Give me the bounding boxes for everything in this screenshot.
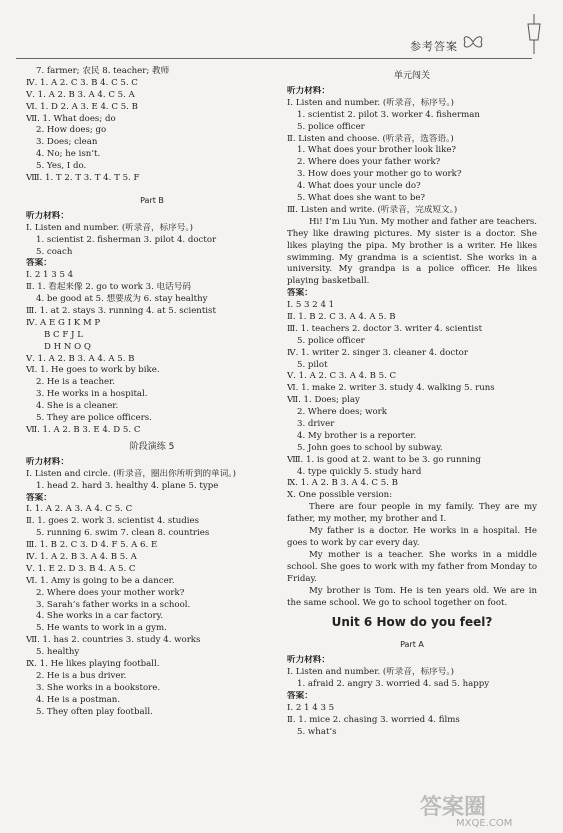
- right-column: [287, 66, 537, 739]
- answer-line: 1. scientist 2. fisherman 3. pilot 4. doctor: [36, 234, 217, 245]
- answer-line: Ⅶ. 1. What does; do: [26, 113, 116, 124]
- paragraph: My mother is a teacher. She works in a middle school. She goes to work with my father from Monday to Friday.: [287, 549, 537, 584]
- answer-line: 5. running 6. swim 7. clean 8. countries: [36, 528, 210, 539]
- section-label: 答案：: [287, 288, 313, 299]
- answer-line: 1. scientist 2. pilot 3. worker 4. fisherman: [297, 109, 480, 120]
- answer-line: 5. police officer: [297, 121, 365, 132]
- watermark-logo: 答案圈: [420, 795, 487, 820]
- answer-line: Ⅴ. 1. A 2. C 3. A 4. B 5. C: [287, 371, 397, 382]
- answer-line: 4. She is a cleaner.: [36, 401, 119, 412]
- answer-line: 5. healthy: [36, 647, 80, 658]
- answer-line: 2. Where does your father work?: [297, 157, 441, 168]
- section-label: 听力材料：: [287, 655, 330, 666]
- answer-line: Ⅶ. 1. has 2. countries 3. study 4. works: [26, 635, 201, 646]
- answer-line: Ⅳ. A E G I K M P: [26, 317, 101, 328]
- answer-line: 4. My brother is a reporter.: [297, 430, 417, 441]
- answer-line: 3. How does your mother go to work?: [297, 169, 462, 180]
- answer-line: 3. driver: [297, 419, 335, 430]
- answer-line: Ⅳ. 1. writer 2. singer 3. cleaner 4. doctor: [287, 347, 468, 358]
- paragraph: Hi! I’m Liu Yun. My mother and father are teachers. They like drawing pictures. My sister is a doctor. She likes playing the pipa. My brother is a writer. He likes swimming. My grandma is a scientist. She works in a university. My grandpa is a police officer. He likes playing basketball.: [287, 216, 537, 287]
- answer-line: Ⅷ. 1. is good at 2. want to be 3. go running: [287, 454, 481, 465]
- answer-line: Ⅵ. 1. make 2. writer 3. study 4. walking 5. runs: [287, 383, 495, 394]
- answer-line: Ⅰ. 1. A 2. A 3. A 4. C 5. C: [26, 504, 133, 515]
- answer-line: Ⅱ. 1. 看起来像 2. go to work 3. 电话号码: [26, 282, 191, 293]
- answer-line: Ⅴ. 1. A 2. B 3. A 4. C 5. A: [26, 89, 135, 100]
- answer-line: Ⅲ. 1. at 2. stays 3. running 4. at 5. scientist: [26, 306, 216, 317]
- answer-line: Ⅱ. 1. mice 2. chasing 3. worried 4. films: [287, 714, 460, 725]
- answer-line: 2. He is a teacher.: [36, 377, 115, 388]
- answer-line: 5. Yes, I do.: [36, 161, 87, 172]
- answer-line: Ⅰ. 2 1 3 5 4: [26, 270, 74, 281]
- header-title: 参考答案: [410, 40, 458, 53]
- answer-line: Ⅰ. Listen and number. (听录音，标序号。): [26, 222, 194, 233]
- answer-line: 5. He wants to work in a gym.: [36, 623, 167, 634]
- answer-line: 5. They often play football.: [36, 706, 153, 717]
- answer-line: 1. afraid 2. angry 3. worried 4. sad 5. happy: [297, 679, 490, 690]
- answer-line: Ⅴ. 1. A 2. B 3. A 4. A 5. B: [26, 353, 135, 364]
- answer-line: 2. Where does your mother work?: [36, 587, 185, 598]
- answer-line: 4. type quickly 5. study hard: [297, 466, 422, 477]
- answer-line: 2. Where does; work: [297, 407, 387, 418]
- answer-line: Ⅰ. Listen and number. (听录音，标序号。): [287, 667, 455, 678]
- answer-line: Ⅵ. 1. D 2. A 3. E 4. C 5. B: [26, 101, 138, 112]
- answer-line: 1. head 2. hard 3. healthy 4. plane 5. type: [36, 480, 219, 491]
- answer-line: 4. He is a postman.: [36, 694, 121, 705]
- answer-line: Ⅶ. 1. Does; play: [287, 395, 360, 406]
- answer-line: B C F J L: [44, 329, 83, 340]
- answer-line: 4. No; he isn’t.: [36, 149, 101, 160]
- answer-line: Ⅲ. 1. B 2. C 3. D 4. F 5. A 6. E: [26, 540, 158, 551]
- answer-line: Ⅲ. 1. teachers 2. doctor 3. writer 4. scientist: [287, 323, 483, 334]
- answer-line: 5. police officer: [297, 335, 365, 346]
- section-label: 听力材料：: [26, 210, 69, 221]
- answer-line: Ⅷ. 1. T 2. T 3. T 4. T 5. F: [26, 173, 140, 184]
- section-title: 单元闯关: [393, 71, 430, 81]
- answer-line: 5. John goes to school by subway.: [297, 442, 443, 453]
- section-label: 听力材料：: [26, 456, 69, 467]
- paragraph: My brother is Tom. He is ten years old. We are in the same school. We go to school together on foot.: [287, 585, 537, 608]
- answer-line: Ⅰ. Listen and circle. (听录音，圈出你所听到的单词。): [26, 468, 236, 479]
- left-column: [26, 66, 278, 718]
- answer-line: 5. What does she want to be?: [297, 193, 426, 204]
- answer-line: Ⅹ. One possible version:: [287, 490, 393, 501]
- answer-line: 4. She works in a car factory.: [36, 611, 164, 622]
- header-divider: [16, 58, 532, 59]
- answer-line: 3. He works in a hospital.: [36, 389, 148, 400]
- answer-line: 2. How does; go: [36, 125, 107, 136]
- answer-line: Ⅱ. 1. goes 2. work 3. scientist 4. studies: [26, 516, 200, 527]
- answer-line: 5. coach: [36, 246, 73, 257]
- answer-line: 3. Sarah’s father works in a school.: [36, 599, 191, 610]
- answer-line: D H N O Q: [44, 341, 91, 352]
- lamp-icon: [524, 14, 544, 56]
- answer-line: Ⅰ. 5 3 2 4 1: [287, 300, 335, 311]
- answer-line: Ⅵ. 1. Amy is going to be a dancer.: [26, 575, 175, 586]
- answer-line: Ⅰ. Listen and number. (听录音，标序号。): [287, 97, 455, 108]
- answer-line: 2. He is a bus driver.: [36, 670, 127, 681]
- section-label: 答案：: [26, 258, 52, 269]
- answer-line: 4. What does your uncle do?: [297, 181, 421, 192]
- answer-line: 4. be good at 5. 想要成为 6. stay healthy: [36, 294, 208, 305]
- section-label: 答案：: [287, 691, 313, 702]
- page-header: [14, 0, 563, 60]
- answer-line: Ⅵ. 1. He goes to work by bike.: [26, 365, 160, 376]
- answer-line: 5. They are police officers.: [36, 413, 152, 424]
- answer-line: Ⅰ. 2 1 4 3 5: [287, 702, 335, 713]
- section-label: 答案：: [26, 492, 52, 503]
- unit-title: Unit 6 How do you feel?: [331, 615, 493, 630]
- answer-line: Ⅸ. 1. A 2. B 3. A 4. C 5. B: [287, 478, 398, 489]
- answer-line: Ⅸ. 1. He likes playing football.: [26, 658, 160, 669]
- watermark-url: MXQE.COM: [456, 818, 513, 829]
- part-title: Part B: [140, 195, 164, 205]
- answer-line: 3. She works in a bookstore.: [36, 682, 161, 693]
- section-title: 阶段演练 5: [129, 441, 175, 452]
- answer-line: 5. pilot: [297, 359, 328, 370]
- answer-line: 7. farmer; 农民 8. teacher; 教师: [36, 66, 170, 76]
- answer-line: Ⅳ. 1. A 2. B 3. A 4. B 5. A: [26, 551, 137, 562]
- paragraph: My father is a doctor. He works in a hospital. He goes to work by car every day.: [287, 526, 537, 548]
- answer-line: 3. Does; clean: [36, 137, 98, 148]
- section-label: 听力材料：: [287, 86, 330, 96]
- part-title: Part A: [400, 640, 424, 650]
- answer-line: 1. What does your brother look like?: [297, 145, 457, 156]
- answer-line: Ⅶ. 1. A 2. B 3. E 4. D 5. C: [26, 424, 141, 435]
- answer-line: Ⅴ. 1. E 2. D 3. B 4. A 5. C: [26, 563, 136, 574]
- answer-line: Ⅳ. 1. A 2. C 3. B 4. C 5. C: [26, 77, 138, 88]
- paragraph: There are four people in my family. They are my father, my mother, my brother and I.: [287, 502, 537, 525]
- answer-line: Ⅱ. 1. B 2. C 3. A 4. A 5. B: [287, 312, 396, 323]
- answer-line: Ⅲ. Listen and write. (听录音，完成短文。): [287, 204, 458, 215]
- butterfly-icon: [462, 34, 484, 50]
- answer-line: Ⅱ. Listen and choose. (听录音，选答语。): [287, 133, 454, 144]
- answer-line: 5. what’s: [297, 726, 337, 737]
